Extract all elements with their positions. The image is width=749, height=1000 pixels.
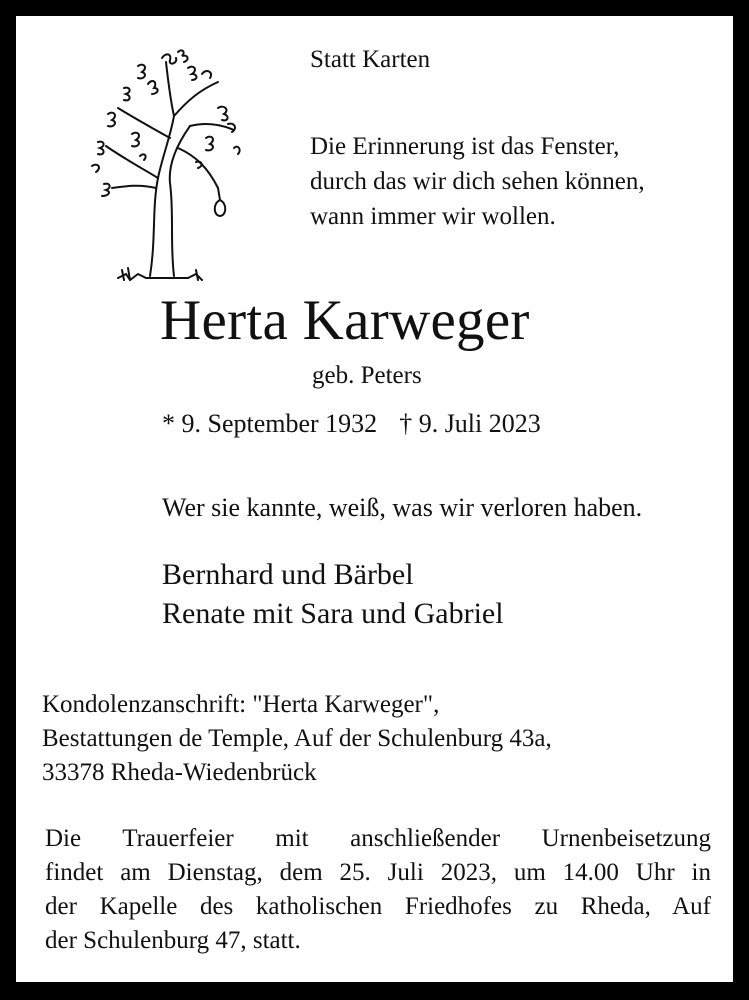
memorial-saying: Wer sie kannte, weiß, was wir verloren haben.: [162, 493, 643, 522]
ceremony-line: der Schulenburg 47, statt.: [45, 927, 301, 954]
address-line: Bestattungen de Temple, Auf der Schulenburg 43a,: [42, 725, 552, 752]
ceremony-notice: [45, 822, 711, 958]
quote-line: durch das wir dich sehen können,: [310, 168, 645, 195]
life-dates: [162, 409, 541, 439]
condolence-address: [42, 688, 552, 790]
deceased-name: Herta Karweger: [160, 289, 530, 352]
mourner-line: Renate mit Sara und Gabriel: [162, 597, 504, 630]
ceremony-line: findet am Dienstag, dem 25. Juli 2023, um 14.00 Uhr in: [45, 859, 711, 886]
statt-karten-label: Statt Karten: [310, 46, 431, 73]
obituary-panel: [16, 16, 733, 982]
address-line: 33378 Rheda-Wiedenbrück: [42, 759, 317, 786]
ceremony-line: der Kapelle des katholischen Friedhofes zu Rheda, Auf: [45, 893, 711, 920]
tree-drawing-icon: [78, 38, 258, 286]
quote-line: Die Erinnerung ist das Fenster,: [310, 133, 620, 160]
ceremony-line: Die Trauerfeier mit anschließender Urnenbeisetzung: [45, 825, 711, 852]
death-date: † 9. Juli 2023: [399, 409, 541, 438]
memorial-quote: [310, 129, 645, 234]
birth-date: * 9. September 1932: [162, 409, 378, 438]
birth-name: geb. Peters: [312, 362, 422, 389]
address-line: Kondolenzanschrift: "Herta Karweger",: [42, 691, 440, 718]
quote-line: wann immer wir wollen.: [310, 203, 556, 230]
mourner-line: Bernhard und Bärbel: [162, 558, 414, 591]
mourners-list: [162, 555, 504, 633]
